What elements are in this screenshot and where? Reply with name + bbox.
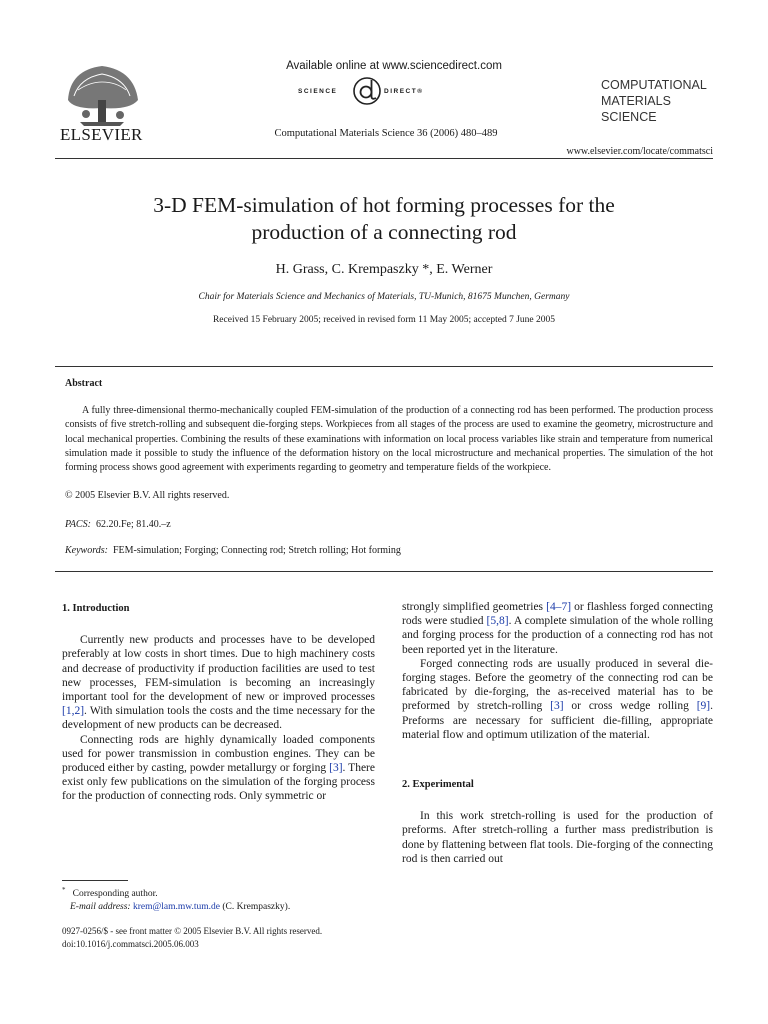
title-line-2: production of a connecting rod — [251, 220, 517, 244]
text-span: Currently new products and processes have to be developed preferably at low costs in short times. Due to high machinery costs and decrease of productivity if production facilities are used to test new processes, FEM-simulation is becoming an increasingly important tool for the development of new or improved processes — [62, 634, 375, 704]
authors: H. Grass, C. Krempaszky *, E. Werner — [275, 262, 493, 277]
text-span: strongly simplified geometries — [402, 601, 547, 613]
available-online-text[interactable]: Available online at www.sciencedirect.com — [286, 60, 502, 72]
journal-url[interactable]: www.elsevier.com/locate/commatsci — [566, 146, 713, 157]
intro-paragraph-2-cont — [402, 600, 713, 657]
pacs-line — [65, 519, 171, 530]
bottom-matter — [62, 925, 322, 950]
text-span: or flashless forged connecting rods were studied — [402, 601, 713, 628]
pacs-value: 62.20.Fe; 81.40.–z — [95, 519, 171, 530]
journal-name-line: MATERIALS — [601, 94, 671, 108]
left-column — [62, 602, 375, 804]
corresponding-author-note — [62, 884, 290, 901]
sciencedirect-logo-left: SCIENCE — [298, 88, 338, 95]
text-span: Forged connecting rods are usually produced in several die-forging stages. Before the geometry of the connecting rod can be fabricated by die-forging, the as-received material has to be preformed by stretch-rolling — [402, 657, 713, 713]
journal-citation: Computational Materials Science 36 (2006) 480–489 — [274, 128, 498, 139]
section-heading-introduction: 1. Introduction — [62, 603, 130, 614]
citation-link[interactable]: [4–7] — [546, 601, 572, 613]
publisher-name: ELSEVIER — [60, 125, 143, 144]
citation-link[interactable]: [3] — [329, 762, 343, 775]
abstract-divider-top — [55, 366, 713, 367]
email-name: (C. Krempaszky). — [222, 901, 291, 912]
footnote — [62, 884, 290, 913]
intro-paragraph-1 — [62, 633, 375, 732]
citation-link[interactable]: [9] — [696, 700, 711, 713]
header-divider — [55, 158, 713, 159]
intro-paragraph-3 — [402, 657, 713, 742]
journal-name-line: SCIENCE — [601, 110, 657, 124]
registered-mark: ® — [417, 88, 424, 95]
journal-name-line: COMPUTATIONAL — [601, 78, 707, 92]
citation-link[interactable]: [5,8] — [486, 615, 509, 628]
intro-paragraph-2 — [62, 733, 375, 804]
sd-right-text: DIRECT — [384, 88, 418, 95]
text-span: . Preforms are necessary for sufficient die-filling, appropriate material flow and optimum utilization of the material. — [402, 700, 713, 741]
corresponding-text: Corresponding author. — [72, 889, 158, 900]
citation-link[interactable]: [3] — [550, 700, 564, 713]
footnote-mark: * — [62, 886, 66, 894]
text-span: or cross wedge rolling — [563, 700, 697, 713]
title-line-1: 3-D FEM-simulation of hot forming processes for the — [153, 193, 615, 217]
right-column — [402, 600, 713, 866]
keywords-label: Keywords: — [65, 545, 108, 556]
sciencedirect-at-icon — [352, 76, 382, 106]
journal-name-logo — [601, 77, 707, 125]
received-dates: Received 15 February 2005; received in revised form 11 May 2005; accepted 7 June 2005 — [212, 315, 556, 325]
abstract-divider-bottom — [55, 571, 713, 572]
text-span: . With simulation tools the costs and the time necessary for the development of new products can be decreased. — [62, 705, 375, 732]
text-span: . There exist only few publications on the simulation of the forging process for the production of connecting rods. Only symmetric or — [62, 762, 375, 803]
experimental-paragraph-1: In this work stretch-rolling is used for the production of preforms. After stretch-rolling a further mass predistribution is done by flattening between flat tools. Die-forging of the connecting rod is then carried out — [402, 810, 713, 865]
sciencedirect-logo-right — [384, 88, 424, 95]
keywords-line — [65, 545, 401, 556]
abstract-heading: Abstract — [65, 378, 103, 389]
email-link[interactable]: krem@lam.mw.tum.de — [132, 901, 221, 912]
keywords-value: FEM-simulation; Forging; Connecting rod; Stretch rolling; Hot forming — [112, 545, 401, 556]
section-heading-experimental: 2. Experimental — [402, 779, 474, 791]
footnote-divider — [62, 880, 128, 881]
abstract-copyright: © 2005 Elsevier B.V. All rights reserved. — [65, 490, 230, 501]
pacs-label: PACS: — [65, 519, 91, 530]
citation-link[interactable]: [1,2] — [62, 705, 85, 718]
text-span: . A complete simulation of the whole rolling and forging process for the production of a connecting rod has not been reported yet in the literature. — [402, 615, 713, 656]
email-note — [62, 901, 290, 914]
article-title — [0, 192, 768, 246]
affiliation: Chair for Materials Science and Mechanics of Materials, TU-Munich, 81675 Munchen, Germany — [198, 292, 570, 302]
abstract-body: A fully three-dimensional thermo-mechanically coupled FEM-simulation of the production of a connecting rod has been performed. The production process consists of five stretch-rolling and subsequent die-forging steps. Workpieces from all stages of the process are used to examine the geometry, microstructure and local mechanical properties. Combining the results of these examinations with information on local process variables like strain and temperature from numerical simulation made it possible to study the influence of the deformation history on the local microstructure and mechanical properties. The simulation of the hot forming process shows good agreement with experiments regarding to geometry and temperature fields of the workpiece. — [65, 405, 713, 474]
issn-line: 0927-0256/$ - see front matter © 2005 Elsevier B.V. All rights reserved. — [62, 926, 323, 936]
email-label: E-mail address: — [70, 901, 131, 912]
text-span: Connecting rods are highly dynamically loaded components used for power transmission in combustion engines. They can be produced either by casting, powder metallurgy or forging — [62, 733, 375, 775]
doi-line: doi:10.1016/j.commatsci.2005.06.003 — [62, 938, 199, 949]
